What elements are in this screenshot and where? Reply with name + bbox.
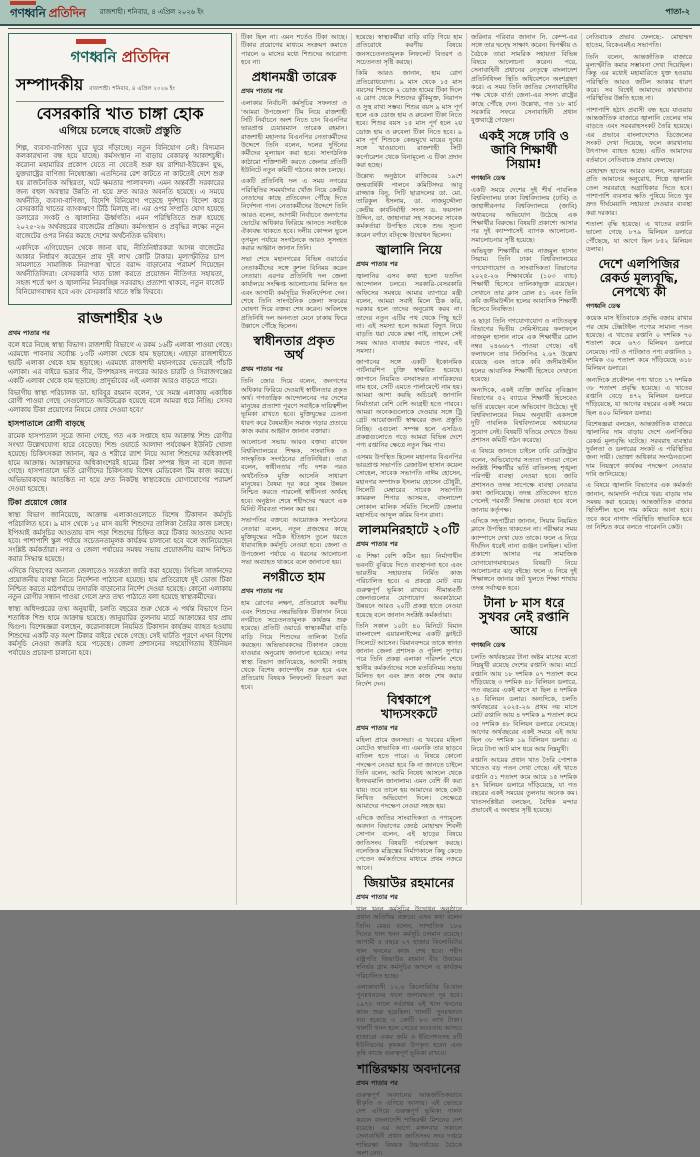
continuation-label: প্রথম পাতার পর [8,329,50,338]
article-paragraph: অন্যদিকে প্রকৌশল পণ্য খাতে ১৭ দশমিক ৩৮ শতাংশ প্রবৃদ্ধি হয়েছে। এ খাতের রপ্তানি বেড়ে ৪৭২ মিলিয়ন ডলারে দাঁড়িয়েছে, যা আগের বছরের একই সময়ে ছিল ৪০০ মিলিয়ন ডলার। [586,375,692,417]
column-2 [236,33,347,905]
article-paragraph: সভা শেষে মহানগরের বিভিন্ন ওয়ার্ডের নেতাকর্মীদের সঙ্গে কুশল বিনিময় করেন নেতারা। এরপর প্রতিনিধি দল জেলা কার্যালয়ে সংক্ষিপ্ত আলোচনায় মিলিত হন এবং আগামী কর্মসূচির দিকনির্দেশনা দেন। শেষে তিনি সাংগঠনিক জেলা সফরের ঘোষণা দিয়ে বক্তব্য শেষ করেন। অবিলম্বে প্রতিনিধি দল অনন্যতা মেনে ঢাকায় ফিরে উল্লাসে পৌঁছে ছিলেন। [241,255,347,330]
page-number: পাতা-২ [665,6,690,16]
dateline: রাজশাহী। শনিবার, ৪ এপ্রিল ২০২৬ ইং [99,8,204,16]
article [356,876,462,1058]
article-paragraph: এদিকে সহপাঠীরা জানান, সিয়াম নিয়মিত ক্লাসে উপস্থিত থাকতেন না। পরীক্ষার সময় ক্যাম্পাসে দেখা যেত তাকে। ফলে এ নিয়ে দীর্ঘদিন ধরেই নানা গুঞ্জন চলছিল। ঘটনা প্রকাশ্যে আসার পর সামাজিক যোগাযোগমাধ্যমেও বিষয়টি নিয়ে আলোচনার ঝড় বইছে। ফলে এ নিয়ে দুই শিক্ষাঙ্গনে জানার জট খুলতে শিক্ষা শাখায় তদন্ত সর্বাত্মক হবে। [471,517,577,592]
editorial-headline: বেসরকারি খাত চাঙ্গা হোক [36,104,204,123]
article-paragraph: তিনি জোর দিয়ে বলেন, জনগণের অধিকার ফিরিয়ে দেওয়াই স্বাধীনতার প্রকৃত অর্থ। গণতান্ত্রিক আন্দোলনের পর দেশের মানুষের প্রত্যাশা পূরণে সবাইকে দায়িত্বশীল ভূমিকা রাখতে হবে। মুক্তিযুদ্ধের চেতনা ধারণ করে বৈষম্যহীন সমাজ গড়ার প্রত্যয়ে কাজ করার আহ্বান জানান বক্তারা। [241,377,347,436]
article-headline: নগরীতে হাম [263,569,325,585]
article-paragraph: রপ্তানি আয়ের প্রধান খাত তৈরি পোশাক খাতেও বড় পতন দেখা গেছে। এই খাতে রপ্তানি ৫১ শতাংশ কমে আয়ে ১৫ দশমিক ৪৭ বিলিয়ন ডলারে দাঁড়িয়েছে, যা গত বছরের একই সময়ের তুলনায় অনেক কম। খাতসংশ্লিষ্টরা বলছেন, বৈশ্বিক মন্দার প্রভাবেই এ অবস্থার সৃষ্টি হয়েছে। [471,755,577,814]
article-paragraph: হয়েছে। স্বাস্থ্যকর্মীরা বাড়ি বাড়ি গিয়ে হাম প্রতিরোধে করণীয় বিষয়ে জনসচেতনতামূলক লিফলেট বিতরণ ও সচেতনতা সৃষ্টি করছে। [356,33,462,66]
section-dateline: রাজশাহী। শনিবার, ৪ এপ্রিল ২০২৬ ইং [89,86,175,92]
article-paragraph: চলতি অর্থবছরের টানা অষ্টম মাসের মতো নিম্নমুখী রয়েছে দেশের রপ্তানি আয়। মার্চে রপ্তানি আয় ১৮ দশমিক ০৭ শতাংশ কমে দাঁড়িয়েছে ৩ দশমিক ৪৮ বিলিয়ন ডলারে, গত বছরের একই মাসে যা ছিল ৪ দশমিক ২৪ বিলিয়ন ডলার। অন্যদিকে, চলতি অর্থবছরের ২০২৫-২৬ প্রথম নয় মাসে মোট রপ্তানি আয় ৪ দশমিক ৯ শতাংশ কমে ৩৫ দশমিক ৪৮ বিলিয়ন ডলারে নেমেছে। আগের অর্থবছরের একই সময়ে এই আয় ছিল ৩৮ দশমিক ১৯ বিলিয়ন ডলার। এ নিয়ে টানা আট মাস ধরে আয় নিম্নমুখী। [471,653,578,753]
page-content [0,29,700,1157]
article-paragraph: কয়েক মাস ইতিবাচক প্রবৃদ্ধি বজায় রাখার পর হোম টেক্সটাইল পণ্যের সামান্য পতন হয়েছে। এ খাতের রপ্তানি ০ দশমিক ৭০ শতাংশ কমে ৬৭৩ মিলিয়ন ডলারে নেমেছে। পাট ও পাটজাত পণ্য রপ্তানিও ১ দশমিক ৩০ শতাংশ কমে দাঁড়িয়েছে ৬১৮ মিলিয়ন ডলারে। [586,314,692,373]
article [241,334,347,566]
article-paragraph: সভাপতির বক্তব্যে আয়োজক সংগঠনের নেতারা বলেন, নতুন প্রজন্মের কাছে মুক্তিযুদ্ধের সঠিক ইতিহাস তুলে ধরতে ধারাবাহিক কর্মসূচি নেওয়া হবে। জেলা ও উপজেলা পর্যায়ে এ ধরনের আলোচনা সভা অব্যাহত থাকবে বলে জানানো হয়। [241,516,347,567]
article-paragraph: এদিকে জাতির সাংবাদিকতা ও পণ্যমূল্যে অবদান বিভাগের জ্যেষ্ঠ মোহাম্মদ শিবলী সোপান বলেন, এই ছাড়ের বিষয়ে জাতিসংঘ বিষয়টি পর্যবেক্ষণ করছে। নলেজিক মন্ত্রিত্বের নির্মাণকালে কিছু কেন্দ্রে পেতেন কর্মকর্তাদের মাধ্যমে প্রথম নজরে আনে। [356,813,462,872]
article-paragraph: বিভাগীয় স্বাস্থ্য পরিচালক ডা. হাবিবুর রহমান বলেন, 'যে সমস্ত এলাকায় একাধিক রোগী পাওয়া গেছে সেগুলোতে আউটব্রেক হয়েছে বলে আমরা ধরে নিচ্ছি। সেসব এলাকায় টিকা প্রয়োগের নিয়মে জোর দেওয়া হবে।' [8,388,232,415]
article-paragraph: জাপানের সঙ্গে একটি ইকোনমিক পার্টনারশিপ চুক্তি স্বাক্ষরিত হয়েছে। জাপানে নিয়মিত বসবাসরত নাগরিকদের নাম হবে, সেটি এমতে পার্লামেন্টে নাম হয়। আমরা আশা করছি অচিরেই জাপানি নির্মাতারা বেশি বেশি আগ্রহী হতে পারবে। আমরা অনেকগুলোকে দেওয়ার সঙ্গে ট্রি গ্রেট আয়োজনটি স্বাক্ষরের জন্য প্রস্তুতি নিচ্ছি। এগুলো সম্পন্ন হলে এসডিএ প্রকল্পগুলোতে গড়ে আমরা বিভিন্ন দেশে পণ্য রপ্তানির ক্ষেত্রে নতুন স্কিম পাব। [356,358,462,450]
article [356,1062,462,1157]
article-paragraph: টিকা ছিল না। এমন শর্তেও টিকা আছে। টিকার প্রয়োগের মাধ্যমে সংক্রমণ কমাতে পারলে ৬ মাসের মধ্যে শিশুদের আরোগ্য হবে না। [241,33,347,66]
editorial-masthead [16,39,224,71]
article-paragraph: এ বিষয়ে জানতে চাইলে ঢাবি রেজিস্ট্রার বলেন, অভিযোগের সত্যতা পাওয়া গেলে সংশ্লিষ্ট শিক্ষার্থীর ভর্তি বাতিলসহ শৃঙ্খলা পরিপন্থী ব্যবস্থা নেওয়া হবে। জাবি প্রশাসনও তদন্ত সাপেক্ষে ব্যবস্থা নেওয়ার কথা জানিয়েছে। তদন্ত প্রতিবেদন হাতে পেলেই পরবর্তী সিদ্ধান্ত নেওয়া হবে বলে জানায় কর্তৃপক্ষ। [471,447,577,514]
article-paragraph: এসময় উপস্থিত ছিলেন মহানগর বিএনপির ভারপ্রাপ্ত সভাপতি রেজাউল হাসান কয়েল সোহেল, সাবেক সভাপতি নাঈম হোসেন, মহানগর সম্পাদক ইসলাম হোসেন চৌধুরী, সিলেটি মেম্বারের সাবেক সভাপতি কামরুল শিপার আসমত, বাংলাদেশ লোকাল মালিক সমিতি সিলেটি জেলার মহাসচিব আব্দুল করিম বিপন রানা। [356,452,463,520]
article-headline: লালমনিরহাটে ২০টি [358,522,460,538]
article-paragraph: বিশেষজ্ঞরা বলছেন, আন্তর্জাতিক বাজারে জ্বালানির দাম বাড়ায় দেশে এলপিজির রেকর্ড মূল্যবৃদ্ধি ঘটেছে। সরবরাহ ব্যবস্থার দুর্বলতা ও ডলারের সংকট এ পরিস্থিতির জন্য দায়ী। ভোক্তা অধিকার সংগঠনগুলো দাম নিয়ন্ত্রণে কার্যকর পদক্ষেপ নেওয়ার দাবি জানিয়েছে। [586,420,692,479]
article-paragraph: মোহাম্মদ হাতেম আরও বলেন, সরকারের প্রতি আমাদের অনুরোধ, শিল্পে জ্বালানি তেল সরবরাহে অগ্রাধিকার দিতে হবে। পাশাপাশি ব্যবসার ক্ষতি পুষিয়ে নিতে খুব দ্রুত দীর্ঘমেয়াদি সহায়তা দেওয়ার ব্যবস্থা করা দরকার। [586,166,692,217]
article-paragraph: তিনি বলেন, আন্তর্জাতিক বাজারে মূল্যস্ফীতি কমার সম্ভাবনা দেখা দিয়েছিল। কিন্তু এর মধ্যেই মহামারিতে যুক্ত হওয়ায় পরিস্থিতি আরও জটিল আকার ধারণ করে। সব বিশ্বেই আমাদের কারখানার পরিস্থিতির উন্নতি হচ্ছে না। [586,52,692,103]
continuation-label: প্রথম পাতার পর [356,723,398,732]
article-paragraph: একটি প্রতিনিধি দল এ সময় নগরের পরিস্থিতির সমমর্যাদার খোঁজ নিয়ে কেন্দ্রীয় নেতাদের কাছে প্রতিবেদন পৌঁছে দিতে নির্দেশনা পান। নেতাকর্মীদের উদ্দেশে তিনি আরও বলেন, আগামী নির্বাচনে জনগণের ভোটের অধিকার ফিরিয়ে আনতে সবাইকে ঐক্যবদ্ধ থাকতে হবে। দলীয় কোন্দল ভুলে তৃণমূল পর্যায়ে সংগঠনকে আরও সুসংহত করার আহ্বান জানান তিনি। [241,177,347,252]
article [356,693,462,872]
continuation-label: প্রথম পাতার পর [241,587,283,596]
byline: গণধ্বনি ডেস্ক [471,641,506,650]
article [8,310,232,415]
editorial-section-row [16,72,224,102]
article-headline: একই সঙ্গে ঢাবি ও জাবি শিক্ষার্থী সিয়াম! [479,127,569,171]
article-paragraph: স্বাস্থ্য অধিদপ্তরের তথ্য অনুযায়ী, চলতি বছরের শুরু থেকে এ পর্যন্ত বিভাগে তিন শতাধিক শিশু হামে আক্রান্ত হয়েছে। জানুয়ারির তুলনায় মার্চে আক্রান্তের হার প্রায় দ্বিগুণ। বিশেষজ্ঞরা বলছেন, করোনাকালে নিয়মিত টিকাদান কার্যক্রম ব্যাহত হওয়ায় শিশুদের একটি বড় অংশ টিকার বাইরে থেকে গেছে। সেই ঘাটতি পূরণে এখন বিশেষ কর্মসূচি নেওয়া জরুরি হয়ে পড়েছে। জেলা প্রশাসনের সহযোগিতায় ইউনিয়ন পর্যায়েও প্রচারণা চালানো হবে। [8,605,232,658]
article-paragraph: রামেক হাসপাতাল সূত্রে জানা গেছে, গত এক সপ্তাহে হাম আক্রান্ত শিশু রোগীর সংখ্যা উল্লেখযোগ্য হারে বেড়েছে। শিশু ওয়ার্ডে আলাদা পর্যবেক্ষণ ইউনিট খোলা হয়েছে। চিকিৎসকরা জানান, জ্বর ও শরীরে র‌্যাশ নিয়ে আসা শিশুদের অধিকাংশই হামে আক্রান্ত। আক্রান্তদের অধিকাংশেরই হামের টিকা সম্পন্ন ছিল না বলে জানা গেছে। হাসপাতালে ভর্তি রোগীদের চিকিৎসায় বিশেষ মেডিকেল টিম কাজ করছে। অভিভাবকদের আতঙ্কিত না হয়ে দ্রুত নিকটস্থ স্বাস্থ্যকেন্দ্রে যোগাযোগের পরামর্শ দেওয়া হয়েছে। [8,432,232,494]
article [356,243,462,520]
article-headline: দেশে এলপিজির রেকর্ড মূল্যবৃদ্ধি, নেপথ্যে কী [598,256,680,300]
article-paragraph: এ শিক্ষা বেশি কঠিন হয়। নির্মাণাধীন ভবনটি বুঝিয়ে দিতে ব্যবস্থাপনা হবে এবং ভারতীয় সহায়তায় নির্মিত কাজ পরিচালিত হবে। এ প্রকল্পে মোট ব্যয় গুরুত্বপূর্ণ ভূমিকা রাখবে। সীমান্তবর্তী জেলাগুলোর যোগাযোগ অবকাঠামো উন্নয়নে আরও ২০টি প্রকল্প হাতে নেওয়া হয়েছে বলে জানান সংশ্লিষ্ট কর্মকর্তারা। [356,552,462,619]
byline: গণধ্বনি ডেস্ক [586,302,621,311]
article-headline: টানা ৮ মাস ধরে সুখবর নেই রপ্তানি আয়ে [479,595,569,639]
continuation-label: প্রথম পাতার পর [356,540,398,549]
masthead-text-2: প্রতিদিন [121,48,170,66]
article-paragraph: পাশাপাশি হঠাৎ প্রবাসী বন্ধ হয়ে যাওয়ায় আন্তর্জাতিক বাজারে জ্বালানি তেলের দাম বাড়তে এবং সরবরাহসংকট তৈরি হয়েছে। এর প্রভাবে বাংলাদেশেও ডিজেলের সংকট দেখা দিয়েছে, ফলে কারখানায় উৎপাদন ব্যাহত হচ্ছে। এটিও আমাদের বর্তমানে নেতিবাচক প্রভাব ফেলছে। [586,105,692,164]
article-paragraph: শতাংশ বৃদ্ধি হয়েছে। এ খাতের রপ্তানি ভালো গেছে ৮৭৯ মিলিয়ন ডলারে পৌঁছেছে, যা আগে ছিল ৮৫২ মিলিয়ন ডলার। [586,219,692,253]
article-paragraph: আলোচনা সভায় আরও বক্তব্য রাখেন বিশ্ববিদ্যালয়ের শিক্ষক, সাংবাদিক ও সাংস্কৃতিক সংগঠনের প্রতিনিধিরা। তারা বলেন, স্বাধীনতার পাঁচ দশক পরও অর্থনৈতিক মুক্তি আসেনি সাধারণ মানুষের। বৈষম্য দূর করে সুষম উন্নয়ন নিশ্চিত করতে পারলেই স্বাধীনতা অর্থবহ হবে। অনুষ্ঠান শেষে শহীদদের স্মরণে এক মিনিট নীরবতা পালন করা হয়। [241,438,347,514]
article [241,570,347,691]
article-headline: শান্তিরক্ষায় অবদানের [357,1060,461,1076]
article-paragraph: এ বিষয়ে জ্বালানি বিভাগের এক কর্মকর্তা জানান, আমদানি পর্যায়ে খরচ বাড়ায় দাম সমন্বয় করা হয়েছে। আন্তর্জাতিক বাজার স্থিতিশীল হলে দাম কমিয়ে আনা হবে। তবে কবে নাগাদ পরিস্থিতি স্বাভাবিক হবে তা নিশ্চিত করে বলতে পারেননি কেউ। [586,481,692,532]
logo-red-tag-icon [10,1,36,5]
masthead-red-tag-icon [76,39,106,44]
article-paragraph: তিনি সকাল ১০টা ৪০ মিনিটে বিমান বাংলাদেশ এয়ারলাইন্সের একটি ফ্লাইটে সিলেটে আসেন। বিমানবন্দরে তাকে স্বাগত জানান জেলা প্রশাসক ও পুলিশ সুপার। পরে তিনি প্রকল্প এলাকা পরিদর্শন শেষে স্থানীয় কর্মকর্তাদের সঙ্গে মতবিনিময় সভায় মিলিত হন এবং দ্রুত কাজ শেষ করার নির্দেশ দেন। [356,622,462,689]
sub-headline: টিকা প্রয়োগে জোর [8,497,67,507]
article-paragraph: এ ছাড়া তিনি গণযোগাযোগ ও নাট্যতত্ত্ব বিভাগের দ্বিতীয় সেমিস্টারের ফলাফলে নাজমুল হাসান নামে এক শিক্ষার্থীর রোল নম্বর ২৪৬৬৮৭ পাওয়া গেছে। এই ফলাফলে তার সিজিপিএ ২.৬৭ উল্লেখ রয়েছে এবং তাকে কবি জসীমউদ্দীন হলের আবাসিক শিক্ষার্থী হিসেবে দেখানো হয়েছে। [471,316,577,383]
article [241,70,347,330]
column-5 [581,33,692,905]
continuation-label: প্রথম পাতার পর [356,1078,398,1087]
article-paragraph: এলাকার নির্বাচনী কর্মসূচির সফলতা ও 'আমরা উপজেলা' টিম নিয়ে রাজশাহী সিটি নির্বাচনে অংশ নিতে চান বিএনপির ভারপ্রাপ্ত চেয়ারম্যান তারেক রহমান। রাজশাহী মহানগর বিএনপির নেতাকর্মীদের উদ্দেশে তিনি বলেন, দলের দুর্দিনের কর্মীদের মূল্যায়ন করা হবে। সাংগঠনিক কাঠামো শক্তিশালী করতে জেলার প্রতিটি ইউনিটে নতুন কমিটি গঠনের কাজ চলছে। [241,99,347,174]
article-paragraph: এদিকে বিভাগের অন্যান্য জেলাতেও সতর্কতা জারি করা হয়েছে। সিভিল সার্জনদের প্রয়োজনীয় ব্যবস্থা নিতে নির্দেশনা পাঠানো হয়েছে। হাম প্রতিরোধে দুই ডোজ টিকা নিশ্চিত করতে মাঠপর্যায়ে তদারকি বাড়ানোর নির্দেশ দেওয়া হয়েছে। কোনো এলাকায় নতুন রোগীর সন্ধান পাওয়া গেলে দ্রুত তথ্য পাঠাতে বলা হয়েছে স্বাস্থ্যকর্মীদের। [8,566,232,602]
editorial-box [8,33,232,305]
masthead-text-1: গণধ্বনি [70,48,117,66]
article [471,129,577,592]
column-3 [351,33,463,1157]
article-paragraph: খাল খনন কর্মসূচির উদ্বোধন অনুষ্ঠানে প্রধান অতিথির বক্তব্যে এসব কথা বলেন তিনি। মেয়র বলেন, সাম্প্রতিক ১৮০ দিনের খাল খনন কর্মসূচি চলমান রয়েছে। আগামী ৫ বছরে ২৭ হাজার কিলোমিটার খাল খননের কাজ শেষ হবে। শহীদ রাষ্ট্রপতি জিয়াউর রহমান বীর উত্তমের স্বনির্ভর গ্রাম কর্মসূচির আদলে এ কার্যক্রম পরিচালিত হচ্ছে। [356,904,462,980]
article-headline: স্বাধীনতার প্রকৃত অর্থ [253,333,335,363]
article-paragraph: উল্লেখ্য অনুষ্ঠানে রাজিবের ১৯শে জন্মবার্ষিকী পালনে কমিটিসদর আবু রাজ্জাক বিনু, সিটি ছাত্রদলের ডা. মো. তারিকুল ইসলাম, ডা. নাজমুদ্দৌলা কেন্দ্রীয় কার্যনির্বাহী সদস্য ড. ফয়সাল উদ্দিন, ডা. জাহানারা সহ সকলের সাবেক কর্মকর্তারা উপস্থিত থেকে শুভ সূচনা করেন বর্ণাঢ্য বটবৃক্ষে উদ্বোধন ছিলেন। [356,172,462,239]
article-paragraph: নেতিবাচক প্রভাব ফেলছে:- মোহাম্মদ হাতেম, বিকেএমইএ সভাপতি। [586,33,692,50]
column-4 [466,33,577,905]
newspaper-logo [10,0,86,25]
article [586,257,692,531]
article-paragraph: জরিনার পরিবার জানান নি. কেম্প-এর সঙ্গে তার দ্বন্দ্বে সাক্ষাৎ করেন। দ্বিপক্ষীয় ও বৈঠকে তারা সামরিক সহায়তা বিভিন্ন বিষয়ে আলোচনা করেন। পরে, সেনাবাহিনী প্রধানের নেতৃত্বে বাংলাদেশ প্রতিনিধিদল স্থিতি অধিবেশনে অংশগ্রহণ করে। এ সময় তিনি জাতির সেনাবাহিনীর পক্ষ থেকে বার্তা জেনা-এর সদস্য রাষ্ট্রের কাছে পৌঁছে দেন। উল্লেখ্য, গত ১৮ মার্চ সরকারি সফরে সেনাবাহিনী প্রধান যুক্তরাষ্ট্রে গেছেন। [471,33,577,125]
logo-text-1: গণধ্বনি [10,5,46,20]
left-article-flow [8,310,232,658]
header-band [0,0,700,26]
logo-text-2: প্রতিদিন [48,5,86,20]
article-paragraph: হাম রোগের লক্ষণ, প্রতিরোধে করণীয় এবং শিশুদের নম্বরভিত্তিক টিকাদান নিয়ে নগরীতে সচেতনতামূলক কার্যক্রম শুরু হয়েছে। প্রতিটি ওয়ার্ডে স্বাস্থ্যকর্মীরা বাড়ি বাড়ি গিয়ে শিশুদের তালিকা তৈরি করছেন। অভিভাবকদের টিকাদান কেন্দ্রে যাওয়ার অনুরোধ জানানো হয়েছে। নগর স্বাস্থ্য বিভাগ জানিয়েছে, আগামী সপ্তাহ থেকে বিশেষ ক্যাম্পেইন শুরু হবে এবং প্রতিরোধ বিষয়ক লিফলেট বিতরণ করা হবে। [241,599,347,691]
editorial-subheadline: এগিয়ে চলেছে বাজেট প্রস্তুতি [58,124,182,137]
article-paragraph: একটি সময়ে দেশের দুই শীর্ষ পাবলিক বিশ্ববিদ্যালয় ঢাকা বিশ্ববিদ্যালয় (ঢাবি) ও জাহাঙ্গীরনগর বিশ্ববিদ্যালয়ে (জাবি) অধ্যয়নের অভিযোগ উঠেছে এক শিক্ষার্থীর বিরুদ্ধে। বিষয়টি প্রকাশ্যে আসার পর দুই ক্যাম্পাসেই ব্যাপক আলোচনা-সমালোচনার সৃষ্টি হয়েছে। [471,185,577,244]
article [356,523,462,688]
article-paragraph: শিল্প, ব্যবসা-বাণিজ্য ঘুরে ঘুরে দাঁড়াচ্ছে। নতুন বিনিয়োগ নেই। বিদ্যমান কলকারখানা বন্ধ হয়ে যাচ্ছে। কর্মসংস্থান না বাড়ায় বেকারত্ব আকাশচুম্বী। করোনা মহামারির প্রকোপ যেতে না যেতেই শুরু হয় রাশিয়া-ইউক্রেন যুদ্ধ, যুক্তরাষ্ট্রের বাণিজ্য নিষেধাজ্ঞা। এতদিনের রেশ কাটতে না কাটতেই দেশে শুরু হয় রাজনৈতিক অস্থিরতা, ঘটে ক্ষমতার পালাবদল। এমন অন্তর্বর্তী সরকারের জন্য বহুল অবস্থার উন্নতি না হয়ে দ্রুত আরও অবনতি হয়েছে। এ সময়ে অর্থনীতি, ব্যবসা-বাণিজ্য, বিদেশি বিনিয়োগ পড়েছে দুর্দশায়। বিদেশ করে বেসরকারি খাতের ব্যাংকঋণে টিঠি মিলছে না। এর ওপর সম্প্রতি যোগ হয়েছে ডলারের সংকট ও জ্বালানির ঊর্ধ্বগতি। এমন পরিস্থিতিতে শুরু হয়েছে ২০২৫-২৬ অর্থবছরের বাজেটের প্রক্রিয়া। কর্মসংস্থান ও প্রবৃদ্ধির লক্ষ্যে নতুন বাজেটের ওপর নির্ভর করছে দেশের অর্থনৈতিক ভবিষ্যৎ। [16,143,224,240]
article-paragraph: গুরুত্বপূর্ণ অবদানের আন্তর্জাতিকভাবে স্বীকৃতি ও এগিয়ে আসায়। এই ভেতরে দেশ এগিয়ে গুরুত্বপূর্ণ ভূমিকা পালন করলে বাংলাদেশি শান্তিরক্ষী মিশনের দেশ রয়েছে। এর আগে মঙ্গলবার সকালে সেনাবাহিনী প্রধান জাতিসংঘ সদর দপ্তরে শান্তিরক্ষা বিষয়ক উচ্চপর্যায়ের বৈঠকে অংশ নেন। [356,1090,462,1157]
editorial-body [16,144,224,297]
article [471,596,577,814]
article-headline: প্রধানমন্ত্রী তারেক [251,69,337,85]
article-paragraph: অভিযুক্ত শিক্ষার্থীর নাম নাজমুল হাসান সিয়াম। তিনি ঢাকা বিশ্ববিদ্যালয়ের গণযোগাযোগ ও সাংবাদিকতা বিভাগের ২০২৫-২৬ শিক্ষাবর্ষের (১০৩ ব্যাচ) শিক্ষার্থী হিসেবে তালিকাভুক্ত রয়েছেন। সেখানে তার ক্লাস রোল ৫১ এবং তিনি কবি জসীমউদ্দীন হলের আবাসিক শিক্ষার্থী হিসেবে নিবন্ধিত। [471,246,577,314]
sub-headline: হাসপাতালে রোগী বাড়ছে [8,419,85,429]
article-paragraph: একদিকে এগিয়েছেন থেকে জানা যায়, নীতিনির্ধারকরা আসন্ন বাজেটের আকার নির্ধারণ করেছেন প্রায় দুই লাখ কোটি টাকার। মূল্যস্ফীতির চাপ সামলাতে সামাজিক নিরাপত্তা খাতে বরাদ্দ বাড়ানোর পরামর্শ দিয়েছেন অর্থনীতিবিদরা। বেসরকারি খাত চাঙ্গা করতে প্রয়োজন নীতিগত সহায়তা, সহজ শর্তে ঋণ ও জ্বালানির নিরবচ্ছিন্ন সরবরাহ। প্রত্যাশা থাকবে, নতুন বাজেট বিনিয়োগবান্ধব হবে এবং বেসরকারি খাতে স্বস্তি ফিরবে। [16,243,224,296]
continuation-label: প্রথম পাতার পর [356,892,398,901]
left-column [8,33,232,905]
article-headline: জিয়াউর রহমানের [363,874,455,890]
article-headline: জ্বালানি নিয়ে [376,241,442,257]
continuation-label: প্রথম পাতার পর [241,365,283,374]
article-paragraph: কিমি আরও জানান, হাম রোগ প্রতিরোধযোগ্য। ৯ মাস থেকে ১৫ মাস বয়সের শিশুকে ২ ডোজ হামের টিকা দিলে এ রোগ থেকে শিশুদের ঝুঁকিমুক্ত, নিরাপদ ও সুস্থ রাখা সম্ভব। শিশুর বয়স ৯ মাস পূর্ণ হলে এক ডোজ হাম ও রুবেলা টিকা নিতে হবে। শিশুর বয়স ১৫ মাস পূর্ণ হলে ২য় ডোজ হাম ও রুবেলা টিকা নিতে হবে। ৯ মাস পূর্ণ শিশুকে কেন্দ্রমুখে মায়ের দুধের সঙ্গে খাওয়ানো। রাজশাহী সিটি কর্পোরেশন থেকে বিনামূল্যে এ টিকা প্রদান করা হচ্ছে। [356,69,462,169]
article-paragraph: বলে ধরে নিচ্ছে স্বাস্থ্য বিভাগ। রাজশাহী বিভাগে এ রকম ১৬টি এলাকা পাওয়া গেছে। এরমধ্যে পাবনায় সর্বোচ্চ ১৩টি এলাকা থেকে হাম ছড়াচ্ছে। এছাড়া রাজশাহীতে ছয়টি এলাকা থেকে হাম ছড়াচ্ছে। এরমধ্যে রাজশাহী মহানগরের ভেতরেই পাঁচটি এলাকা। এর বাইরে ভদ্রার পীর, উপশহরসহ নগরের আরও চারটি ও সিরাজগঞ্জের একটি এলাকা থেকে হাম ছড়াচ্ছে। প্রাদুর্ভাবের এই এলাকা আরও বাড়তে পারে। [8,341,232,385]
article-paragraph: জ্বালানির এসব কথা হলো যতদিন আন্দোলন চলবে। সরকারি-বেসরকারি অফিসের সমন্বয়ে আমার ব্যাপারে মন্ত্রী বলেন, আমরা সবাই মিলে ঠিক করি, দরকার হলে তাদের অনুরোধ করব না। তাদের নতুন এটির পথ থেকে পিছু হটে না। এই সমস্যা হলে আমরা বিদ্যুৎ নিয়ে বাড়তি ধরা থেকে রক্ষা পাই, তাহলে সেই সময় আরও ব্যবহার করতে পারব, এই সমস্যা। [356,271,462,355]
article-paragraph: অন্যদিকে, একই ব্যক্তি জাবির নৃবিজ্ঞান বিভাগের ৫২ ব্যাচের শিক্ষার্থী হিসেবেও ভর্তি রয়েছেন বলে অভিযোগ উঠেছে। দুই বিশ্ববিদ্যালয়ের নিয়ম অনুযায়ী একসঙ্গে দুটি পাবলিক বিশ্ববিদ্যালয়ে অধ্যয়নের সুযোগ নেই। বিষয়টি খতিয়ে দেখতে উভয় প্রশাসন কমিটি গঠন করেছে। [471,386,577,445]
section-title: সম্পাদকীয় [16,75,84,94]
byline: গণধ্বনি ডেস্ক [471,173,506,182]
article-headline: রাজশাহীর ২৬ [77,308,163,327]
continuation-label: প্রথম পাতার পর [356,259,398,268]
article-headline: বিশ্বকাপে খাদ্যসংকটে [380,691,438,721]
continuation-label: প্রথম পাতার পর [241,87,283,96]
article-paragraph: স্বাস্থ্য বিভাগ জানিয়েছে, আক্রান্ত এলাকাগুলোতে বিশেষ টিকাদান কর্মসূচি পরিচালিত হবে। ৯ মাস থেকে ১৫ মাস বয়সী শিশুদের তালিকা তৈরির কাজ চলছে। ইপিআই কর্মসূচির আওতায় বাদ পড়া শিশুদের চিহ্নিত করে টিকার আওতায় আনা হবে। পাশাপাশি স্কুল পর্যায়ে সচেতনতামূলক কার্যক্রম চালানো হবে বলে জানিয়েছেন সংশ্লিষ্ট কর্মকর্তারা। নগর ও জেলা পর্যায়ের সমন্বয় সভায় প্রয়োজনীয় বরাদ্দ নিশ্চিত করার সিদ্ধান্ত হয়েছে। [8,510,232,564]
article-paragraph: মহিলা প্রামে জনসভা। এ খবরের মহিলা মোটেও স্বাভাবিক না। এমনকি তার ছাড়বে বাতিল হতে পারে। এ বিষয়ে কোনো পদক্ষেপ নেওয়া হবে কি না জানতে চাইলে তিনি বলেন, আমি নিষেধ আসলে থেকে ইনফরমালি জানালাম। এমন বেশি কী করা যায়। তবে তালে হয় আমাদের কাছে কেউ লিখিত অভিযোগ দিলে। সেক্ষেত্রে আমাদের পদক্ষেপ নেওয়া সহজ হয়। [356,735,462,811]
article-paragraph: এলাকাবাসী ১২.৬ কিলোমিটার বি-খাল পুনঃখননের ফলে জলাবদ্ধতা দূর হবে। ১৯৭৮ সালে সর্বপ্রথম এই খাল খননের কাজ শুরু হয়েছিল। খালটি পুনঃখননে ব্যয় হয়েছে ৩ কোটি ৮৩ লাখ টাকা। খালটি খনন হলে সেচের আওতায় আসবে হাজারো একর জমি ও ইরিগেশনসহ ৪টি ইউনিয়নের কৃষকরা উপকৃত হবেন এবং কৃষি কাজে গুরুত্বপূর্ণ ভূমিকা রাখবে। [356,982,462,1058]
